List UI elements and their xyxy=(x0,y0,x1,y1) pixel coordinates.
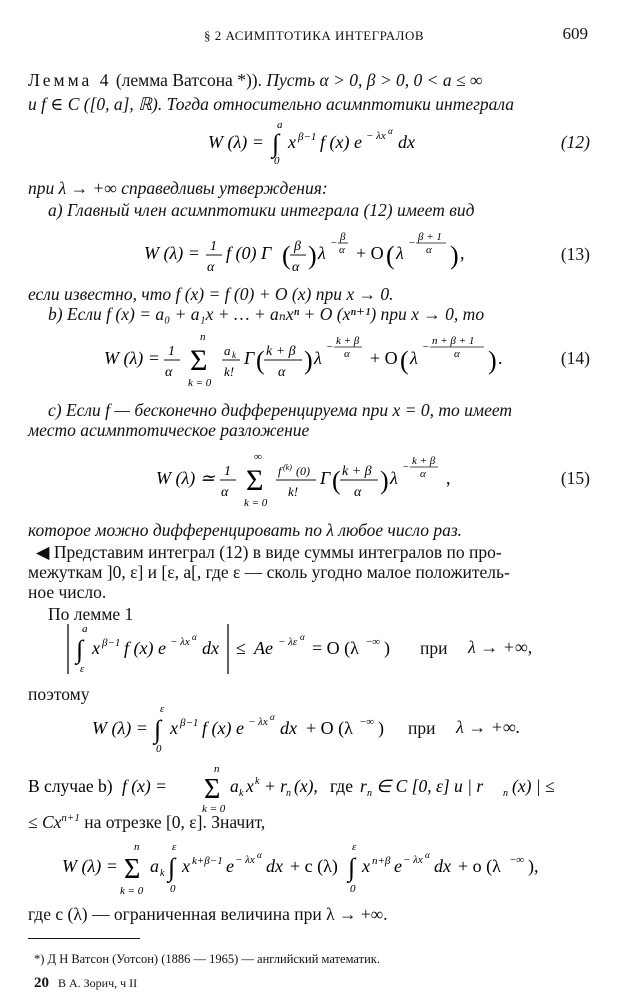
svg-text:): ) xyxy=(308,241,317,270)
svg-text:x: x xyxy=(92,638,100,658)
svg-text:n + β + 1: n + β + 1 xyxy=(432,335,475,347)
item-a: a) Главный член асимптотики интеграла (12) имеет вид xyxy=(48,200,475,220)
proof-case-b xyxy=(0,760,628,814)
svg-text:∫: ∫ xyxy=(154,715,162,744)
svg-text:α: α xyxy=(192,632,197,642)
svg-text:k = 0: k = 0 xyxy=(120,885,144,897)
svg-text:0: 0 xyxy=(170,883,176,895)
svg-text:α: α xyxy=(425,850,430,860)
svg-text:a: a xyxy=(224,343,231,358)
svg-text:= O (λ: = O (λ xyxy=(312,638,359,658)
svg-text:ε: ε xyxy=(160,703,165,715)
svg-text:λ: λ xyxy=(410,348,418,368)
equation-15 xyxy=(0,446,628,512)
svg-text:k = 0: k = 0 xyxy=(244,497,268,509)
equation-13-graphic xyxy=(0,226,628,282)
w-when: при xyxy=(408,718,436,738)
lemma-line-1 xyxy=(28,70,482,91)
svg-text:Σ: Σ xyxy=(204,774,221,805)
svg-text:a: a xyxy=(82,623,88,635)
svg-text:Σ: Σ xyxy=(190,344,208,377)
svg-text:k: k xyxy=(232,350,236,360)
svg-text:− λx: − λx xyxy=(366,130,386,142)
svg-text:− λx: − λx xyxy=(248,716,268,728)
svg-text:α: α xyxy=(270,712,275,722)
svg-text:−: − xyxy=(326,341,334,353)
proof-line-7: где c (λ) — ограниченная величина при λ → +∞. xyxy=(28,904,388,924)
svg-text:dx: dx xyxy=(266,856,283,876)
proof-line-5: поэтому xyxy=(28,684,90,704)
svg-text:W (λ) =: W (λ) = xyxy=(104,348,160,368)
svg-text:): ) xyxy=(384,638,390,658)
equation-14-graphic xyxy=(0,326,628,392)
svg-text:β−1: β−1 xyxy=(102,637,121,649)
svg-text:β + 1: β + 1 xyxy=(418,231,442,243)
proof-line-1: ◀ Представим интеграл (12) в виде суммы интегралов по про- xyxy=(36,542,502,562)
svg-text:W (λ) =: W (λ) = xyxy=(92,718,148,738)
proof-case-b-graphic xyxy=(0,760,628,814)
svg-text:,: , xyxy=(446,468,451,488)
svg-text:): ) xyxy=(304,346,313,375)
svg-text:k = 0: k = 0 xyxy=(202,803,226,814)
svg-text:a: a xyxy=(230,776,239,796)
svg-text:+ o (λ: + o (λ xyxy=(458,856,501,876)
svg-text:dx: dx xyxy=(434,856,451,876)
svg-text:Ae: Ae xyxy=(254,638,273,658)
svg-text:x: x xyxy=(246,776,254,796)
svg-text:n: n xyxy=(200,331,206,343)
equation-final-graphic xyxy=(0,838,628,900)
svg-text:∫: ∫ xyxy=(348,853,356,882)
svg-text:k+β−1: k+β−1 xyxy=(192,855,223,867)
svg-text:β: β xyxy=(340,231,346,243)
svg-text:(: ( xyxy=(400,346,409,375)
svg-text:x: x xyxy=(288,132,296,152)
svg-text:∈ C [0, ε] и | r: ∈ C [0, ε] и | r xyxy=(376,776,484,796)
svg-text:1: 1 xyxy=(210,239,217,254)
svg-text:−∞: −∞ xyxy=(360,716,375,728)
svg-text:α: α xyxy=(207,260,215,275)
svg-text:(: ( xyxy=(256,346,265,375)
svg-text:(: ( xyxy=(386,241,395,270)
svg-text:λ: λ xyxy=(390,468,398,488)
estimate-limit: λ → +∞, xyxy=(468,637,533,657)
svg-text:n: n xyxy=(134,841,140,853)
svg-text:(: ( xyxy=(282,241,291,270)
svg-text:),: ), xyxy=(528,856,539,876)
svg-text:f: f xyxy=(278,464,282,478)
svg-text:− λx: − λx xyxy=(403,854,423,866)
svg-text:x: x xyxy=(362,856,370,876)
w-limit: λ → +∞. xyxy=(456,717,521,737)
footnote: *) Д Н Ватсон (Уотсон) (1886 — 1965) — английский математик. xyxy=(34,952,380,966)
svg-text:k + β: k + β xyxy=(266,344,296,359)
svg-text:−: − xyxy=(422,341,430,353)
svg-text:dx: dx xyxy=(202,638,219,658)
svg-text:n: n xyxy=(214,763,220,775)
svg-text:α: α xyxy=(420,468,426,480)
svg-text:ε: ε xyxy=(352,841,357,853)
svg-text:k!: k! xyxy=(288,484,299,499)
svg-text:f (x) e: f (x) e xyxy=(320,132,362,152)
svg-text:k + β: k + β xyxy=(342,464,372,479)
svg-text:−: − xyxy=(408,237,416,249)
equation-13-number: (13) xyxy=(560,244,590,264)
equation-w xyxy=(0,702,628,756)
svg-text:≤: ≤ xyxy=(236,638,246,658)
svg-text:0: 0 xyxy=(350,883,356,895)
svg-text:где: где xyxy=(330,776,353,796)
svg-text:α: α xyxy=(300,632,305,642)
svg-text:λ: λ xyxy=(396,243,404,263)
item-c-line-2: место асимптотическое разложение xyxy=(28,420,310,440)
svg-text:W (λ) ≃: W (λ) ≃ xyxy=(156,468,215,488)
svg-text:W (λ) =: W (λ) = xyxy=(62,856,118,876)
svg-text:): ) xyxy=(488,346,497,375)
svg-text:α: α xyxy=(339,244,345,256)
svg-text:− λx: − λx xyxy=(170,636,190,648)
equation-12 xyxy=(0,118,628,168)
svg-text:n: n xyxy=(367,788,372,799)
svg-text:r: r xyxy=(360,776,367,796)
svg-text:(x) | ≤: (x) | ≤ xyxy=(512,776,555,796)
svg-text:Σ: Σ xyxy=(124,854,141,885)
svg-text:0: 0 xyxy=(274,155,280,167)
item-b: b) Если f (x) = a₀ + a₁x + … + aₙxⁿ + O (xⁿ⁺¹) при x → 0, то xyxy=(48,304,485,324)
svg-text:1: 1 xyxy=(224,464,231,479)
equation-estimate-graphic xyxy=(0,620,628,678)
equation-12-number: (12) xyxy=(560,132,590,152)
svg-text:α: α xyxy=(344,348,350,360)
equation-14-number: (14) xyxy=(560,348,590,368)
svg-text:α: α xyxy=(454,348,460,360)
lemma-title: Лемма 4 xyxy=(28,70,112,90)
svg-text:∞: ∞ xyxy=(254,451,262,463)
svg-text:+ O: + O xyxy=(370,348,398,368)
proof-line-6: ≤ $Cx^{n+1}$ на отрезке [0, ε]. Значит, xyxy=(28,812,266,832)
svg-text:−: − xyxy=(402,461,410,473)
svg-text:,: , xyxy=(460,243,465,263)
svg-text:n+β: n+β xyxy=(372,855,391,867)
equation-14 xyxy=(0,326,628,392)
svg-text:f (0) Γ: f (0) Γ xyxy=(226,243,272,263)
svg-text:k: k xyxy=(239,788,244,799)
svg-text:−: − xyxy=(330,237,338,249)
svg-text:β−1: β−1 xyxy=(298,131,317,143)
lemma-line-2: и f ∈ C ([0, a], ℝ). Тогда относительно асимптотики интеграла xyxy=(28,94,515,114)
svg-text:+ c (λ): + c (λ) xyxy=(290,856,338,876)
svg-text:α: α xyxy=(278,365,286,380)
svg-text:k: k xyxy=(255,776,260,787)
svg-text:+ O (λ: + O (λ xyxy=(306,718,353,738)
equation-final xyxy=(0,838,628,900)
signature-author: В А. Зорич, ч II xyxy=(58,976,138,990)
svg-text:W (λ) =: W (λ) = xyxy=(144,243,200,263)
proof-line-4: По лемме 1 xyxy=(48,604,134,624)
svg-text:a: a xyxy=(277,119,283,131)
svg-text:− λε: − λε xyxy=(278,636,298,648)
svg-text:dx: dx xyxy=(398,132,415,152)
running-header: § 2 АСИМПТОТИКА ИНТЕГРАЛОВ xyxy=(203,28,425,43)
svg-text:(0): (0) xyxy=(296,464,310,478)
svg-text:α: α xyxy=(292,260,300,275)
equation-15-number: (15) xyxy=(560,468,590,488)
svg-text:Γ: Γ xyxy=(244,348,255,368)
svg-text:∫: ∫ xyxy=(168,853,176,882)
svg-text:k = 0: k = 0 xyxy=(188,377,212,389)
svg-text:dx: dx xyxy=(280,718,297,738)
svg-text:Σ: Σ xyxy=(246,464,264,497)
item-c-line-3: которое можно дифференцировать по λ любое число раз. xyxy=(28,520,463,540)
equation-13 xyxy=(0,226,628,282)
svg-text:): ) xyxy=(378,718,384,738)
svg-text:(x),: (x), xyxy=(294,776,318,796)
svg-text:1: 1 xyxy=(168,344,175,359)
equation-12-graphic xyxy=(0,118,628,168)
svg-text:−∞: −∞ xyxy=(510,854,525,866)
svg-text:f (x) e: f (x) e xyxy=(124,638,166,658)
svg-text:α: α xyxy=(257,850,262,860)
svg-text:.: . xyxy=(498,348,503,368)
equation-estimate xyxy=(0,620,628,678)
signature-number: 20 xyxy=(34,975,49,991)
svg-text:В случае b): В случае b) xyxy=(28,776,113,796)
svg-text:β−1: β−1 xyxy=(180,717,199,729)
svg-text:0: 0 xyxy=(156,743,162,755)
svg-text:f (x) e: f (x) e xyxy=(202,718,244,738)
svg-text:): ) xyxy=(450,241,459,270)
svg-text:k + β: k + β xyxy=(412,455,436,467)
svg-text:f (x) =: f (x) = xyxy=(122,776,167,796)
svg-text:β: β xyxy=(294,239,301,254)
svg-text:α: α xyxy=(221,485,229,500)
svg-text:+ r: + r xyxy=(264,776,287,796)
signature-line xyxy=(34,975,137,992)
lemma-line-3: при λ → +∞ справедливы утверждения: xyxy=(28,178,328,198)
svg-text:a: a xyxy=(150,856,159,876)
svg-text:k!: k! xyxy=(224,364,235,379)
svg-text:Γ: Γ xyxy=(320,468,331,488)
equation-15-graphic xyxy=(0,446,628,512)
svg-text:e: e xyxy=(226,856,234,876)
svg-text:e: e xyxy=(394,856,402,876)
item-c-line-1: c) Если f — бесконечно дифференцируема при x = 0, то имеет xyxy=(48,400,513,420)
svg-text:x: x xyxy=(182,856,190,876)
svg-text:α: α xyxy=(388,126,393,136)
svg-text:k + β: k + β xyxy=(336,335,360,347)
svg-text:x: x xyxy=(170,718,178,738)
svg-text:−∞: −∞ xyxy=(366,636,381,648)
svg-text:α: α xyxy=(426,244,432,256)
equation-w-graphic xyxy=(0,702,628,756)
item-a-condition: если известно, что f (x) = f (0) + O (x) при x → 0. xyxy=(28,284,394,304)
svg-text:W (λ) =: W (λ) = xyxy=(208,132,264,152)
lemma-condition: Пусть α > 0, β > 0, 0 < a ≤ ∞ xyxy=(266,70,483,90)
svg-text:− λx: − λx xyxy=(235,854,255,866)
lemma-paren: (лемма Ватсона *)). xyxy=(115,70,262,90)
svg-text:): ) xyxy=(380,466,389,495)
svg-text:∫: ∫ xyxy=(76,635,84,664)
svg-text:λ: λ xyxy=(314,348,322,368)
svg-text:+ O: + O xyxy=(356,243,384,263)
svg-text:k: k xyxy=(160,868,165,879)
footnote-rule xyxy=(28,938,140,939)
svg-text:ε: ε xyxy=(172,841,177,853)
svg-text:∫: ∫ xyxy=(272,129,280,158)
svg-text:n: n xyxy=(503,788,508,799)
proof-line-2: межуткам ]0, ε] и [ε, a[, где ε — сколь угодно малое положитель- xyxy=(28,562,510,582)
svg-text:(k): (k) xyxy=(283,463,292,472)
page-number: 609 xyxy=(562,24,588,43)
svg-text:n: n xyxy=(286,788,291,799)
svg-text:α: α xyxy=(354,485,362,500)
estimate-when: при xyxy=(420,638,448,658)
svg-text:α: α xyxy=(165,365,173,380)
svg-text:λ: λ xyxy=(318,243,326,263)
proof-line-3: ное число. xyxy=(28,582,107,602)
svg-text:ε: ε xyxy=(80,663,85,675)
svg-text:(: ( xyxy=(332,466,341,495)
